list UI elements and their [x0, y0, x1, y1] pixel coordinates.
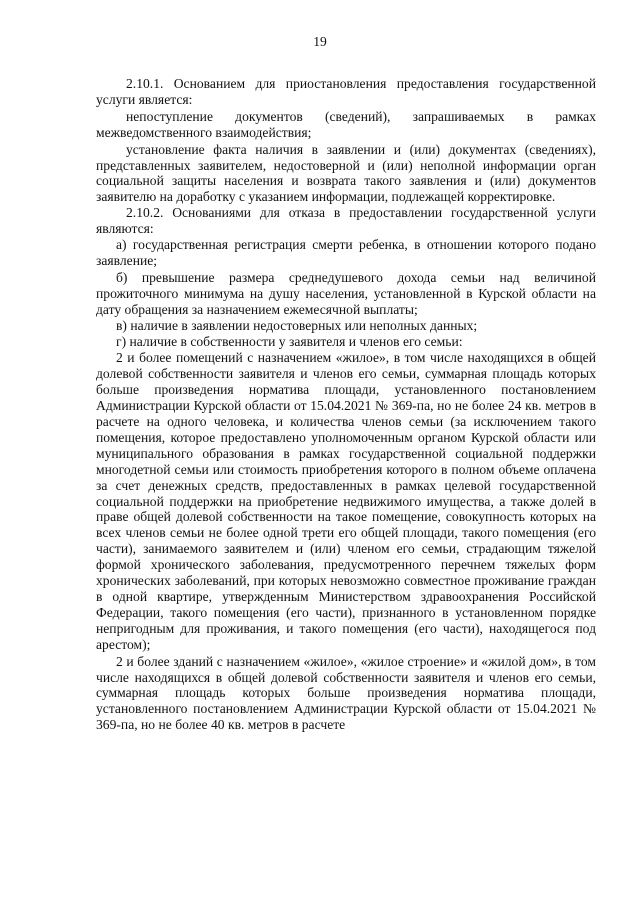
paragraph-non-receipt: непоступление документов (сведений), запрашиваемых в рамках межведомственного взаимодействия; — [96, 108, 596, 140]
paragraph-premises: 2 и более помещений с назначением «жилое», в том числе находящихся в общей долевой собственности заявителя и членов его семьи, суммарная площадь которых больше произведения норматива площади, установленного постановлением Администрации Курской области от 15.04.2021 № 369-па, но не более 24 кв. метров в расчете на одного человека, и количества членов семьи (за исключением такого помещения, которое предоставлено уполномоченным органом Курской области или муниципального образования в рамках государственной социальной поддержки многодетной семьи или стоимость приобретения которого в полном объеме оплачена за счет денежных средств, предоставленных в рамках целевой государственной социальной поддержки на приобретение недвижимого имущества, а также долей в праве общей долевой собственности на такое помещение, совокупность которых на всех членов семьи не более одной трети его общей площади, такого помещения (его части), занимаемого заявителем и (или) членом его семьи, страдающим тяжелой формой хронического заболевания, предусмотренного перечнем тяжелых форм хронических заболеваний, при которых невозможно совместное проживание граждан в одной квартире, утвержденным Министерством здравоохранения Российской Федерации, такого помещения (его части), признанного в установленном порядке непригодным для проживания, и такого помещения (его части), находящегося под арестом); — [96, 350, 596, 652]
paragraph-item-a: а) государственная регистрация смерти ребенка, в отношении которого подано заявление; — [96, 237, 596, 268]
paragraph-buildings: 2 и более зданий с назначением «жилое», «жилое строение» и «жилой дом», в том числе находящихся в общей долевой собственности заявителя и членов его семьи, суммарная площадь которых больше произведения норматива площади, установленного постановлением Администрации Курской области от 15.04.2021 № 369-па, но не более 40 кв. метров в расчете — [96, 653, 596, 733]
paragraph-unreliable-info: установление факта наличия в заявлении и (или) документах (сведениях), представленных заявителем, недостоверной и (или) неполной информации орган социальной защиты населения и возврата такого заявления и (или) документов заявителю на доработку с указанием информации, подлежащей корректировке. — [96, 141, 596, 205]
paragraph-item-g: г) наличие в собственности у заявителя и членов его семьи: — [116, 333, 463, 349]
paragraph-2-10-1: 2.10.1. Основанием для приостановления предоставления государственной услуги является: — [96, 76, 596, 107]
paragraph-item-b: б) превышение размера среднедушевого дохода семьи над величиной прожиточного минимума на душу населения, установленной в Курской области на дату обращения за назначением ежемесячной выплаты; — [96, 269, 596, 317]
page-number: 19 — [313, 34, 327, 49]
document-body — [96, 76, 596, 733]
paragraph-item-v: в) наличие в заявлении недостоверных или неполных данных; — [116, 317, 478, 333]
paragraph-2-10-2: 2.10.2. Основаниями для отказа в предоставлении государственной услуги являются: — [96, 205, 596, 237]
